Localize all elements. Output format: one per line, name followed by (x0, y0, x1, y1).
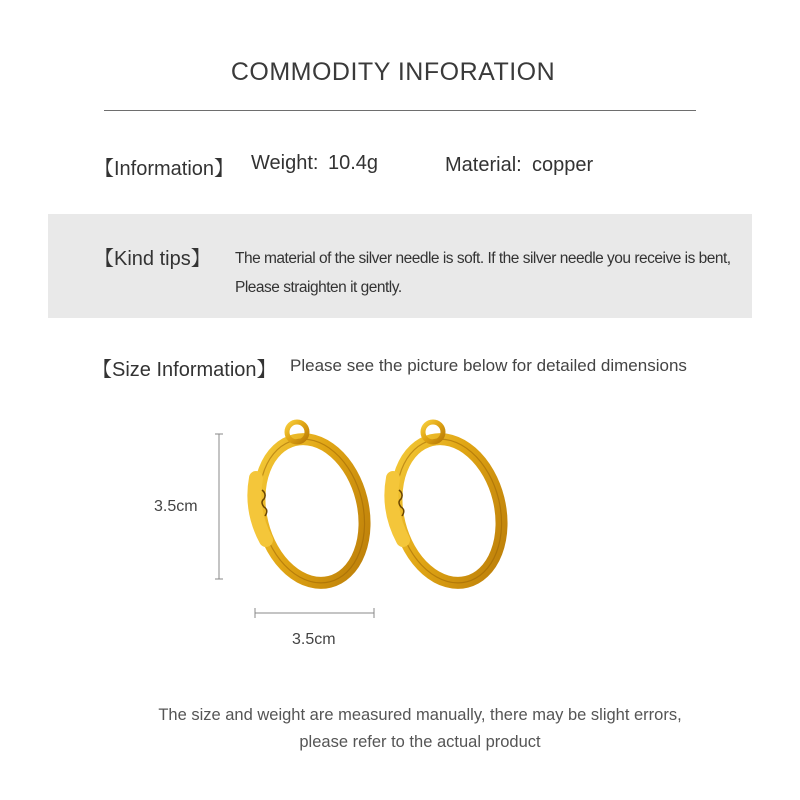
kind-tips-line-1: The material of the silver needle is soft. If the silver needle you receive is bent, (235, 250, 731, 267)
disclaimer-line-2: please refer to the actual product (299, 733, 541, 751)
width-dimension-label: 3.5cm (292, 631, 336, 648)
material-value: copper (532, 154, 594, 176)
weight-label: Weight: (251, 152, 319, 174)
width-dimension-line (255, 608, 374, 618)
height-dimension-line (215, 434, 223, 579)
size-information-note: Please see the picture below for detailed dimensions (290, 356, 687, 375)
left-hoop-earring (245, 422, 379, 594)
disclaimer-note (0, 702, 800, 756)
disclaimer-line-1: The size and weight are measured manually, there may be slight errors, (158, 706, 682, 724)
material-label: Material: (445, 154, 522, 176)
right-hoop-earring (382, 422, 516, 594)
weight-value: 10.4g (328, 152, 379, 174)
page-title: COMMODITY INFORATION (230, 58, 556, 86)
height-dimension-label: 3.5cm (154, 498, 198, 515)
size-information-label: 【Size Information】 (92, 359, 277, 381)
kind-tips-label: 【Kind tips】 (94, 248, 211, 270)
kind-tips-line-2: Please straighten it gently. (235, 279, 402, 296)
information-label: 【Information】 (94, 158, 235, 180)
